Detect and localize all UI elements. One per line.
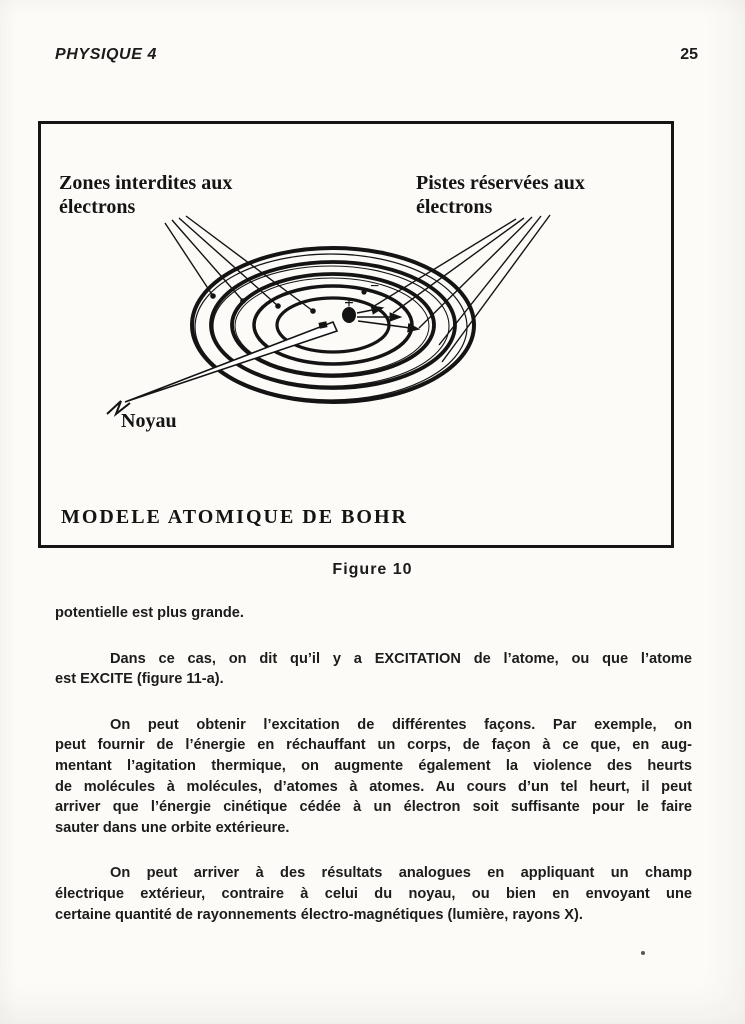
figure-caption: Figure 10 (332, 561, 413, 578)
bohr-model-diagram (41, 124, 671, 545)
paragraph-1 (55, 603, 692, 624)
text-line: potentielle est plus grande. (55, 605, 244, 621)
label-pistes-line2: électrons (416, 196, 493, 218)
paragraph-2 (55, 649, 692, 690)
text-line: On peut obtenir l’excitation de différentes façons. Par exemple, on (110, 716, 692, 733)
electron-minus-sign: − (370, 278, 380, 295)
text-line: Dans ce cas, on dit qu’il y a EXCITATION de l’atome, ou que l’atome (110, 650, 692, 667)
text-line: On peut arriver à des résultats analogues en appliquant un champ (110, 865, 692, 882)
running-head-title: PHYSIQUE 4 (55, 46, 158, 63)
text-line: certaine quantité de rayonnements électro-magnétiques (lumière, rayons X). (55, 906, 583, 923)
text-line: arriver que l’énergie cinétique cédée à un électron soit suffisante pour le faire (55, 799, 692, 816)
label-pistes-line1: Pistes réservées aux (416, 172, 585, 194)
paragraph-4 (55, 863, 692, 925)
figure-10-box (38, 121, 674, 548)
text-line: sauter dans une orbite extérieure. (55, 819, 290, 836)
label-zones-line1: Zones interdites aux (59, 172, 233, 194)
text-line: est EXCITE (figure 11-a). (55, 671, 224, 688)
zones-pointer-lines (165, 216, 313, 311)
electron-dot (361, 289, 366, 294)
text-line: électrique extérieur, contraire à celui du noyau, ou bien en envoyant une (55, 885, 692, 902)
paragraph-3 (55, 715, 692, 839)
pistes-pointer-lines (371, 215, 550, 362)
figure-box-caption: MODELE ATOMIQUE DE BOHR (61, 506, 408, 528)
label-noyau: Noyau (121, 410, 177, 432)
text-line: peut fournir de l’énergie en réchauffant un corps, de façon à ce que, en aug- (55, 737, 692, 754)
text-line: mentant l’agitation thermique, on augmente également la violence des heurts (55, 757, 692, 774)
page-header (55, 46, 698, 64)
text-line: de molécules à molécules, d’atomes à atomes. Au cours d’un tel heurt, il peut (55, 778, 692, 795)
label-zones-line2: électrons (59, 196, 136, 218)
body-text (55, 603, 692, 925)
nucleus-plus-sign: + (344, 293, 354, 312)
page-number: 25 (680, 46, 698, 63)
scan-artifact-dot (641, 951, 645, 955)
